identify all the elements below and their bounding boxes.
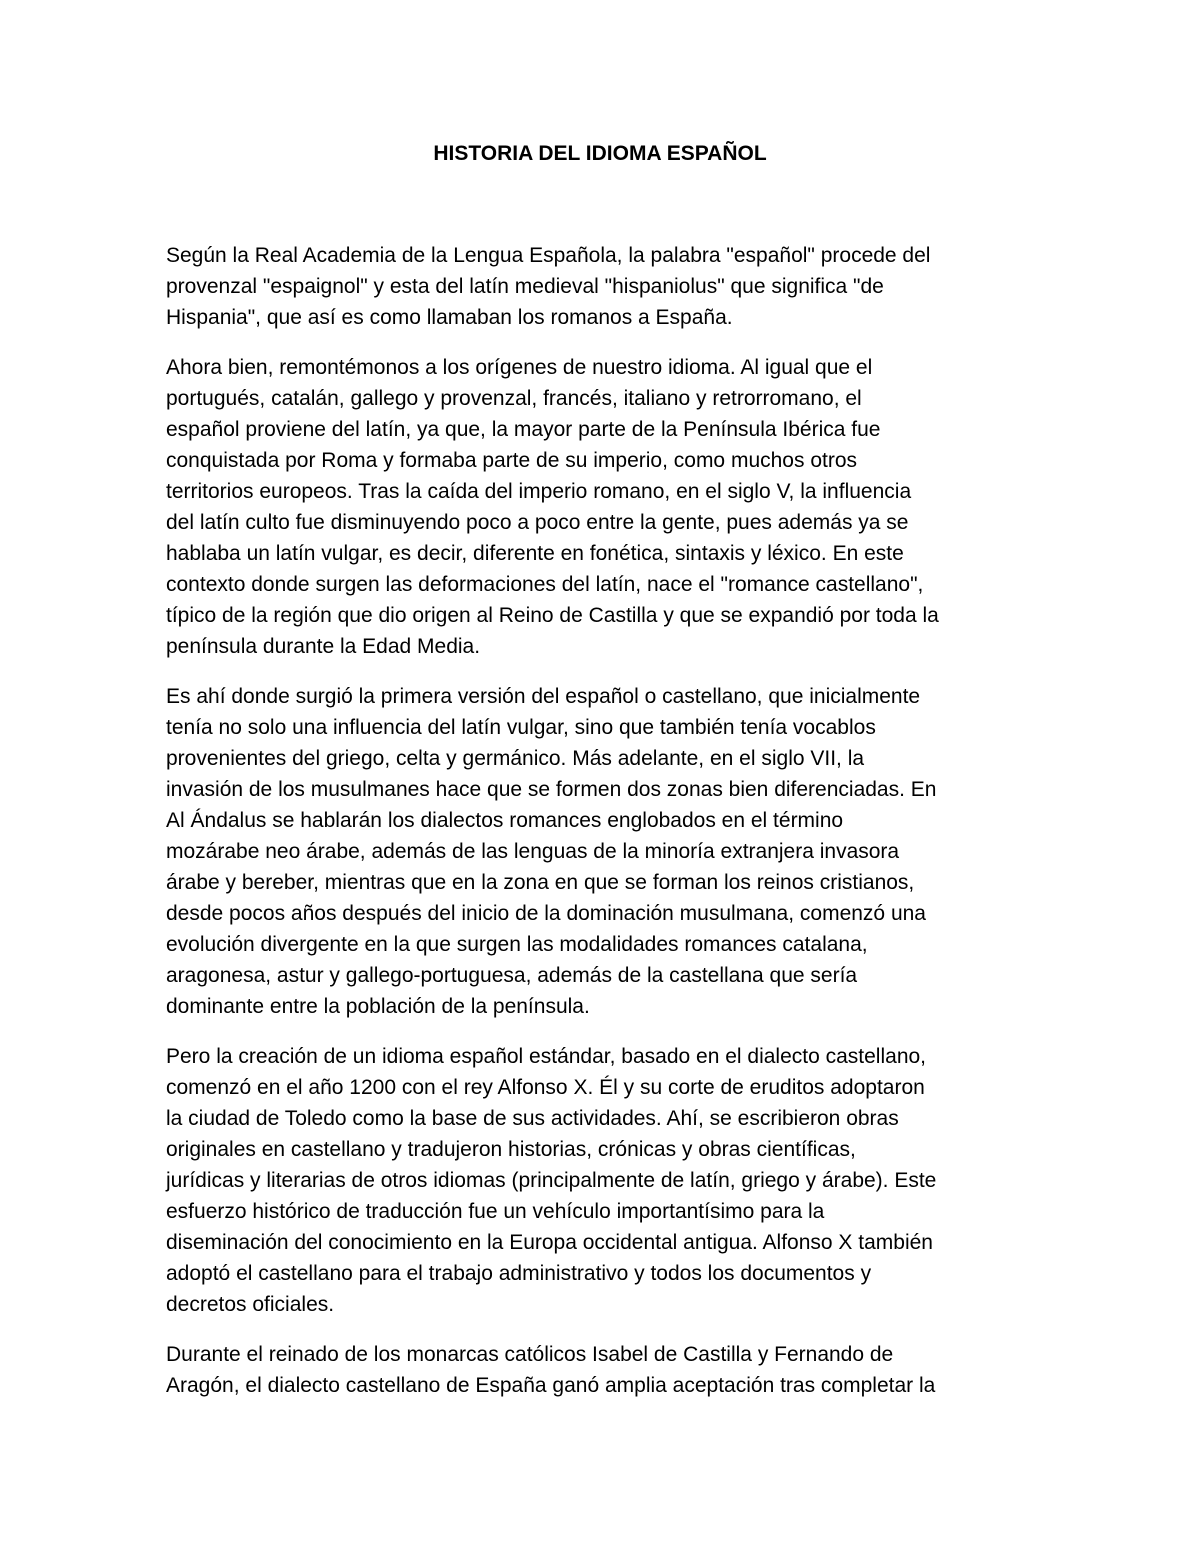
document-title: HISTORIA DEL IDIOMA ESPAÑOL <box>433 142 767 165</box>
paragraph: Durante el reinado de los monarcas católicos Isabel de Castilla y Fernando de Aragón, el dialecto castellano de España ganó amplia aceptación tras completar la <box>166 1343 936 1397</box>
document-body <box>166 240 1046 1420</box>
paragraph: Pero la creación de un idioma español estándar, basado en el dialecto castellano, comenzó en el año 1200 con el rey Alfonso X. Él y su corte de eruditos adoptaron la ciudad de Toledo como la base de sus actividades. Ahí, se escribieron obras originales en castellano y tradujeron historias, crónicas y obras científicas, jurídicas y literarias de otros idiomas (principalmente de latín, griego y árabe). Este esfuerzo histórico de traducción fue un vehículo importantísimo para la diseminación del conocimiento en la Europa occidental antigua. Alfonso X también adoptó el castellano para el trabajo administrativo y todos los documentos y decretos oficiales. <box>166 1045 937 1316</box>
paragraph: Es ahí donde surgió la primera versión del español o castellano, que inicialmente tenía no solo una influencia del latín vulgar, sino que también tenía vocablos provenientes del griego, celta y germánico. Más adelante, en el siglo VII, la invasión de los musulmanes hace que se formen dos zonas bien diferenciadas. En Al Ándalus se hablarán los dialectos romances englobados en el término mozárabe neo árabe, además de las lenguas de la minoría extranjera invasora árabe y bereber, mientras que en la zona en que se forman los reinos cristianos, desde pocos años después del inicio de la dominación musulmana, comenzó una evolución divergente en la que surgen las modalidades romances catalana, aragonesa, astur y gallego-portuguesa, además de la castellana que sería dominante entre la población de la península. <box>166 685 937 1018</box>
paragraph: Ahora bien, remontémonos a los orígenes de nuestro idioma. Al igual que el portugués, catalán, gallego y provenzal, francés, italiano y retrorromano, el español proviene del latín, ya que, la mayor parte de la Península Ibérica fue conquistada por Roma y formaba parte de su imperio, como muchos otros territorios europeos. Tras la caída del imperio romano, en el siglo V, la influencia del latín culto fue disminuyendo poco a poco entre la gente, pues además ya se hablaba un latín vulgar, es decir, diferente en fonética, sintaxis y léxico. En este contexto donde surgen las deformaciones del latín, nace el "romance castellano", típico de la región que dio origen al Reino de Castilla y que se expandió por toda la península durante la Edad Media. <box>166 356 939 658</box>
paragraph: Según la Real Academia de la Lengua Española, la palabra "español" procede del provenzal "espaignol" y esta del latín medieval "hispaniolus" que significa "de Hispania", que así es como llamaban los romanos a España. <box>166 244 931 329</box>
